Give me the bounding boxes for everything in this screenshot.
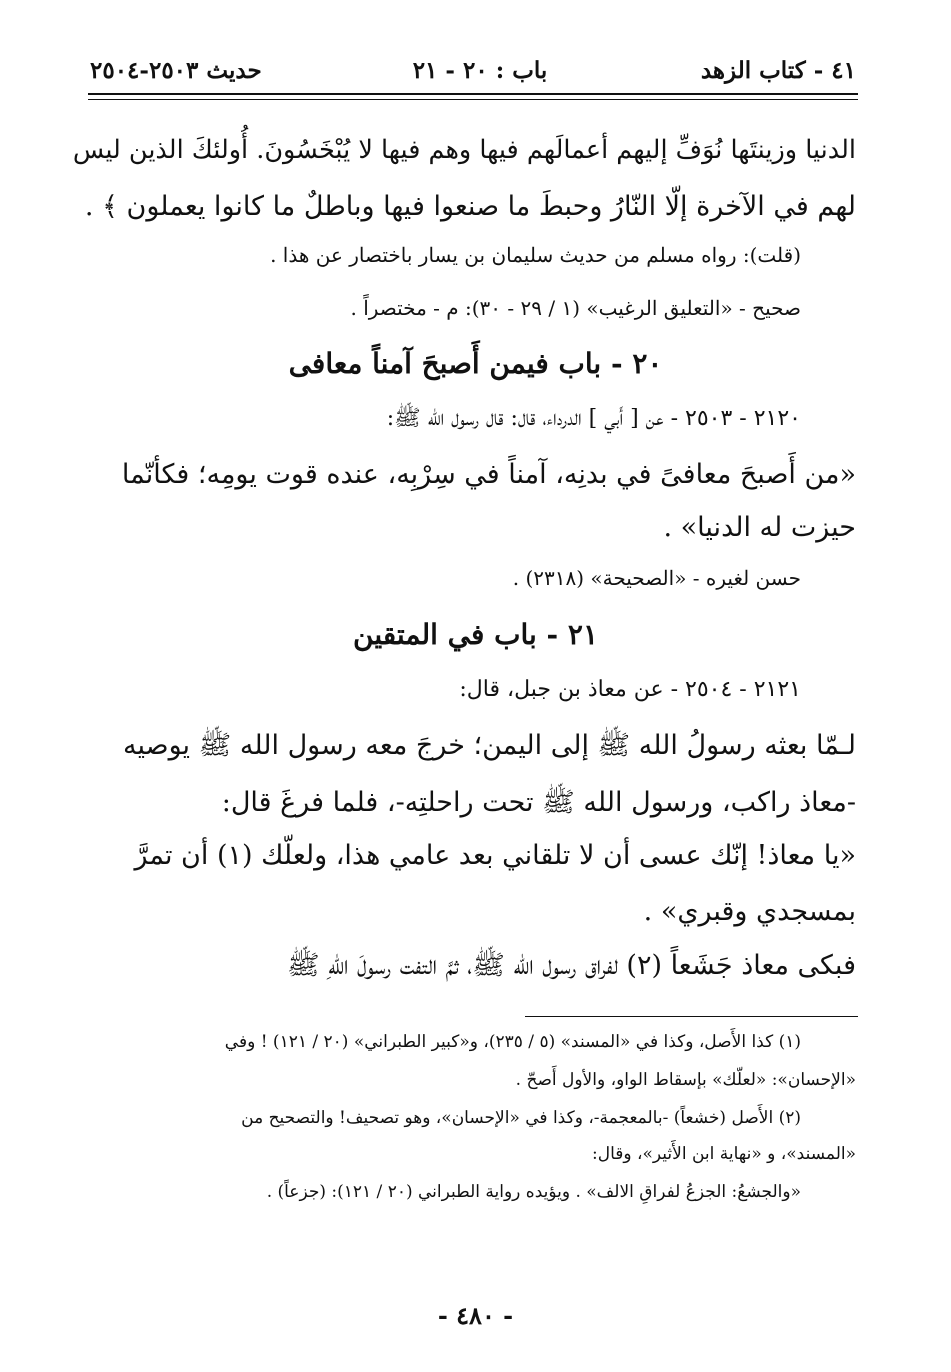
chapter-heading: ٢٠ - باب فيمن أَصبحَ آمناً معافى <box>288 347 663 380</box>
hadith-text: بمسجدي وقبري» . <box>643 896 856 927</box>
hadith-grade: حسن لغيره - «الصحيحة» (٢٣١٨) . <box>512 566 801 590</box>
body-line: الدنيا وزينتَها نُوَفِّ إليهم أعمالَهم فيها وهم فيها لا يُبْخَسُونَ. أُولئكَ الذين ليس <box>72 135 856 165</box>
author-note: (قلت): رواه مسلم من حديث سليمان بن يسار باختصار عن هذا . <box>270 243 801 267</box>
header-book-title: ٤١ - كتاب الزهد <box>700 57 856 84</box>
footnote: «والجشعُ: الجزعُ لفراقِ الالف» . ويؤيده رواية الطبراني (٢٠ / ١٢١): (جزعاً) . <box>266 1182 801 1202</box>
hadith-text: فبكى معاذ جَشَعاً (٢) لفراق رسول الله ﷺ، ثمَّ التفت رسولَ اللهِ ﷺ <box>287 950 856 981</box>
chapter-heading: ٢١ - باب في المتقين <box>353 618 598 651</box>
footnote: (٢) الأَصل (خشعاً) -بالمعجمة-، وكذا في «الإحسان»، وهو تصحيف! والتصحيح من <box>241 1108 801 1128</box>
body-line: لهم في الآخرة إلّا النّارُ وحبطَ ما صنعوا فيها وباطلٌ ما كانوا يعملون ﴾ . <box>84 191 856 222</box>
hadith-text: «يا معاذ! إنّك عسى أن لا تلقاني بعد عامي هذا، ولعلّك (١) أن تمرَّ <box>134 840 856 871</box>
hadith-number-line: ٢١٢١ - ٢٥٠٤ - عن معاذ بن جبل، قال: <box>459 677 801 702</box>
hadith-number-line: ٢١٢٠ - ٢٥٠٣ - عن [ أَبي ] الدرداء، قال: قال رسول الله ﷺ: <box>386 406 801 431</box>
hadith-text: لـمّا بعثه رسولُ الله ﷺ إلى اليمن؛ خرجَ معه رسول الله ﷺ يوصيه <box>123 730 856 761</box>
header-rule-thick <box>88 93 858 95</box>
page-number: - ٤٨٠ - <box>437 1301 514 1330</box>
hadith-text: حيزت له الدنيا» . <box>663 512 856 543</box>
header-hadith-range: حديث ٢٥٠٣-٢٥٠٤ <box>90 57 262 84</box>
hadith-text: -معاذ راكب، ورسول الله ﷺ تحت راحلتِه-، فلما فرغَ قال: <box>221 787 856 818</box>
header-rule-thin <box>88 99 858 100</box>
hadith-grade: صحيح - «التعليق الرغيب» (١ / ٢٩ - ٣٠): م - مختصراً . <box>350 296 801 320</box>
footnote: «المسند»، و «نهاية ابن الأَثير»، وقال: <box>592 1144 856 1164</box>
hadith-text: «من أَصبحَ معافىً في بدنِه، آمناً في سِرْبِه، عنده قوت يومِه؛ فكأنّما <box>121 459 856 490</box>
footnote: «الإحسان»: «لعلّك» بإسقاط الواو، والأول أَصحّ . <box>515 1070 856 1090</box>
header-chapters: باب : ٢٠ - ٢١ <box>412 57 548 84</box>
footnote-rule <box>525 1016 858 1017</box>
footnote: (١) كذا الأَصل، وكذا في «المسند» (٥ / ٢٣٥)، و«كبير الطبراني» (٢٠ / ١٢١) ! وفي <box>224 1032 801 1052</box>
